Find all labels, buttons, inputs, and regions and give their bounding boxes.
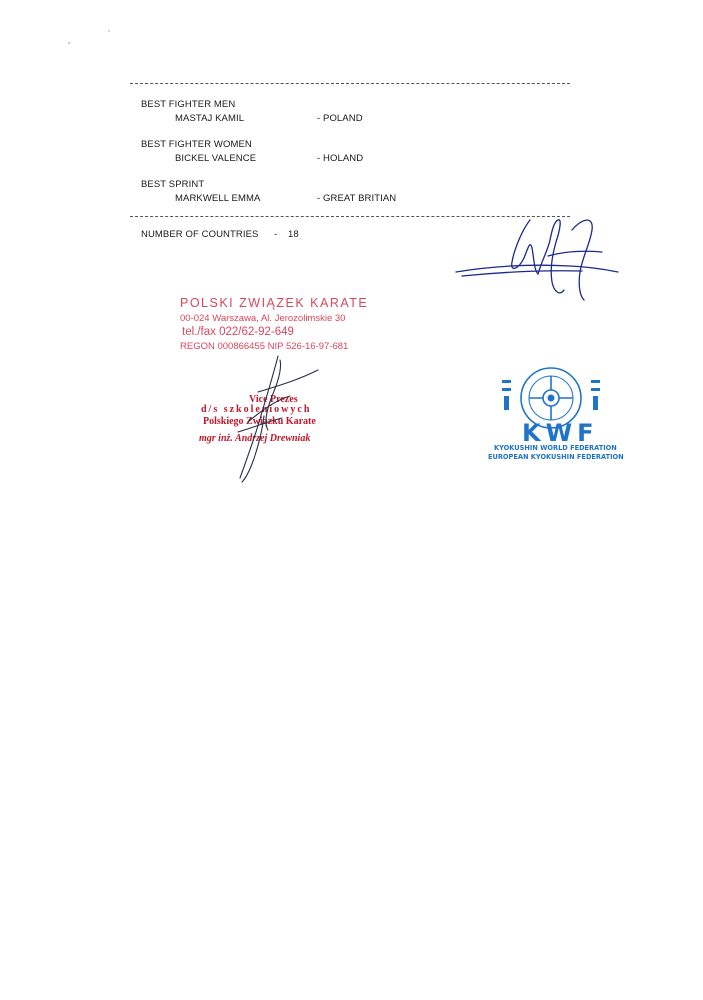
stamp-regon: REGON 000866455 NIP 526-16-97-681 [180, 341, 349, 352]
kwf-logo-text: KWF [522, 419, 599, 447]
award-category: BEST FIGHTER WOMEN [141, 139, 252, 150]
stamp-address: 00-024 Warszawa, Al. Jerozolimskie 30 [180, 313, 346, 324]
signature-blue [452, 200, 622, 305]
scan-speck [68, 42, 70, 44]
official-line1: Vice Prezes [249, 394, 298, 405]
stamp-phone: tel./fax 022/62-92-649 [182, 326, 294, 338]
kwf-line1: KYOKUSHIN WORLD FEDERATION [494, 444, 617, 452]
countries-value: 18 [288, 229, 299, 240]
signature-dark [218, 352, 328, 484]
award-category: BEST SPRINT [141, 179, 205, 190]
award-name: BICKEL VALENCE [175, 153, 257, 164]
award-country: - HOLAND [317, 153, 364, 164]
scan-speck [108, 30, 110, 32]
award-name: MASTAJ KAMIL [175, 113, 245, 124]
award-country: - GREAT BRITIAN [317, 193, 397, 204]
award-category: BEST FIGHTER MEN [141, 99, 236, 110]
award-country: - POLAND [317, 113, 363, 124]
countries-label: NUMBER OF COUNTRIES [141, 229, 259, 240]
official-name: mgr inż. Andrzej Drewniak [199, 433, 311, 444]
kwf-line2: EUROPEAN KYOKUSHIN FEDERATION [488, 453, 624, 461]
award-name: MARKWELL EMMA [175, 193, 261, 204]
stamp-org: POLSKI ZWIĄZEK KARATE [180, 296, 369, 310]
official-line2: d/s szkoleniowych [201, 404, 312, 415]
top-rule [130, 83, 570, 84]
countries-dash: - [274, 229, 278, 240]
official-line3: Polskiego Związku Karate [203, 416, 316, 427]
